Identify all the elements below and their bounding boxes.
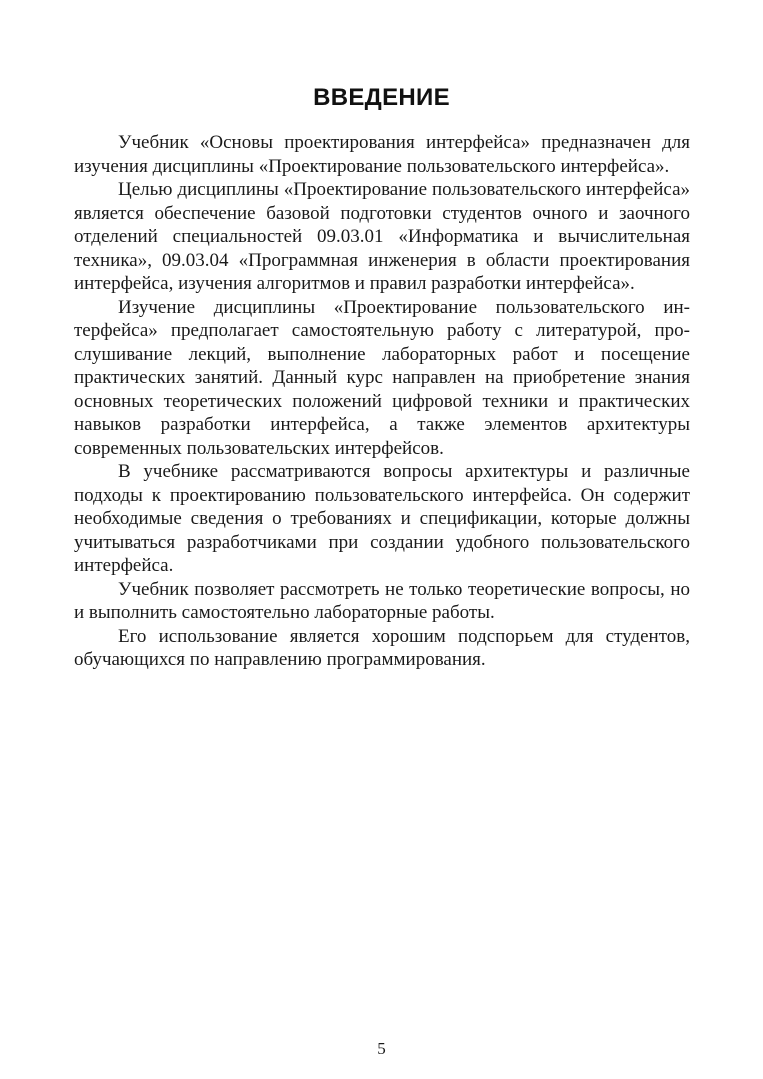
paragraph-6: Его использование является хорошим подспорьем для студентов, обучающихся по направлению программирования. <box>74 625 690 670</box>
paragraph-3: Изучение дисциплины «Проектирование пользовательского интерфейса» предполагает самостоятельную работу с литературой, прослушивание лекций, выполнение лабораторных работ и посещение практических занятий. Данный курс направлен на приобретение знания основных теоретических положений цифровой техники и практических навыков разработки интерфейса, а также элементов архитектуры современных пользовательских интерфейсов. <box>74 296 690 459</box>
paragraph-1: Учебник «Основы проектирования интерфейса» предназначен для изучения дисциплины «Проектирование пользовательского интерфейса». <box>74 132 690 177</box>
paragraph-2: Целью дисциплины «Проектирование пользовательского интерфейса» является обеспечение базовой подготовки студентов очного и заочного отделений специальностей 09.03.01 «Информатика и вычислительная техника», 09.03.04 «Программная инженерия в области проектирования интерфейса, изучения алгоритмов и правил разработки интерфейса». <box>74 179 690 294</box>
page-title: ВВЕДЕНИЕ <box>313 84 450 111</box>
paragraph-4: В учебнике рассматриваются вопросы архитектуры и различные подходы к проектированию пользовательского интерфейса. Он содержит необходимые сведения о требованиях и спецификации, которые должны учитываться разработчиками при создании удобного пользовательского интерфейса. <box>74 461 690 576</box>
body-text <box>74 131 690 672</box>
page-number: 5 <box>377 1039 386 1058</box>
paragraph-5: Учебник позволяет рассмотреть не только теоретические вопросы, но и выполнить самостоятельно лабораторные работы. <box>74 578 690 623</box>
